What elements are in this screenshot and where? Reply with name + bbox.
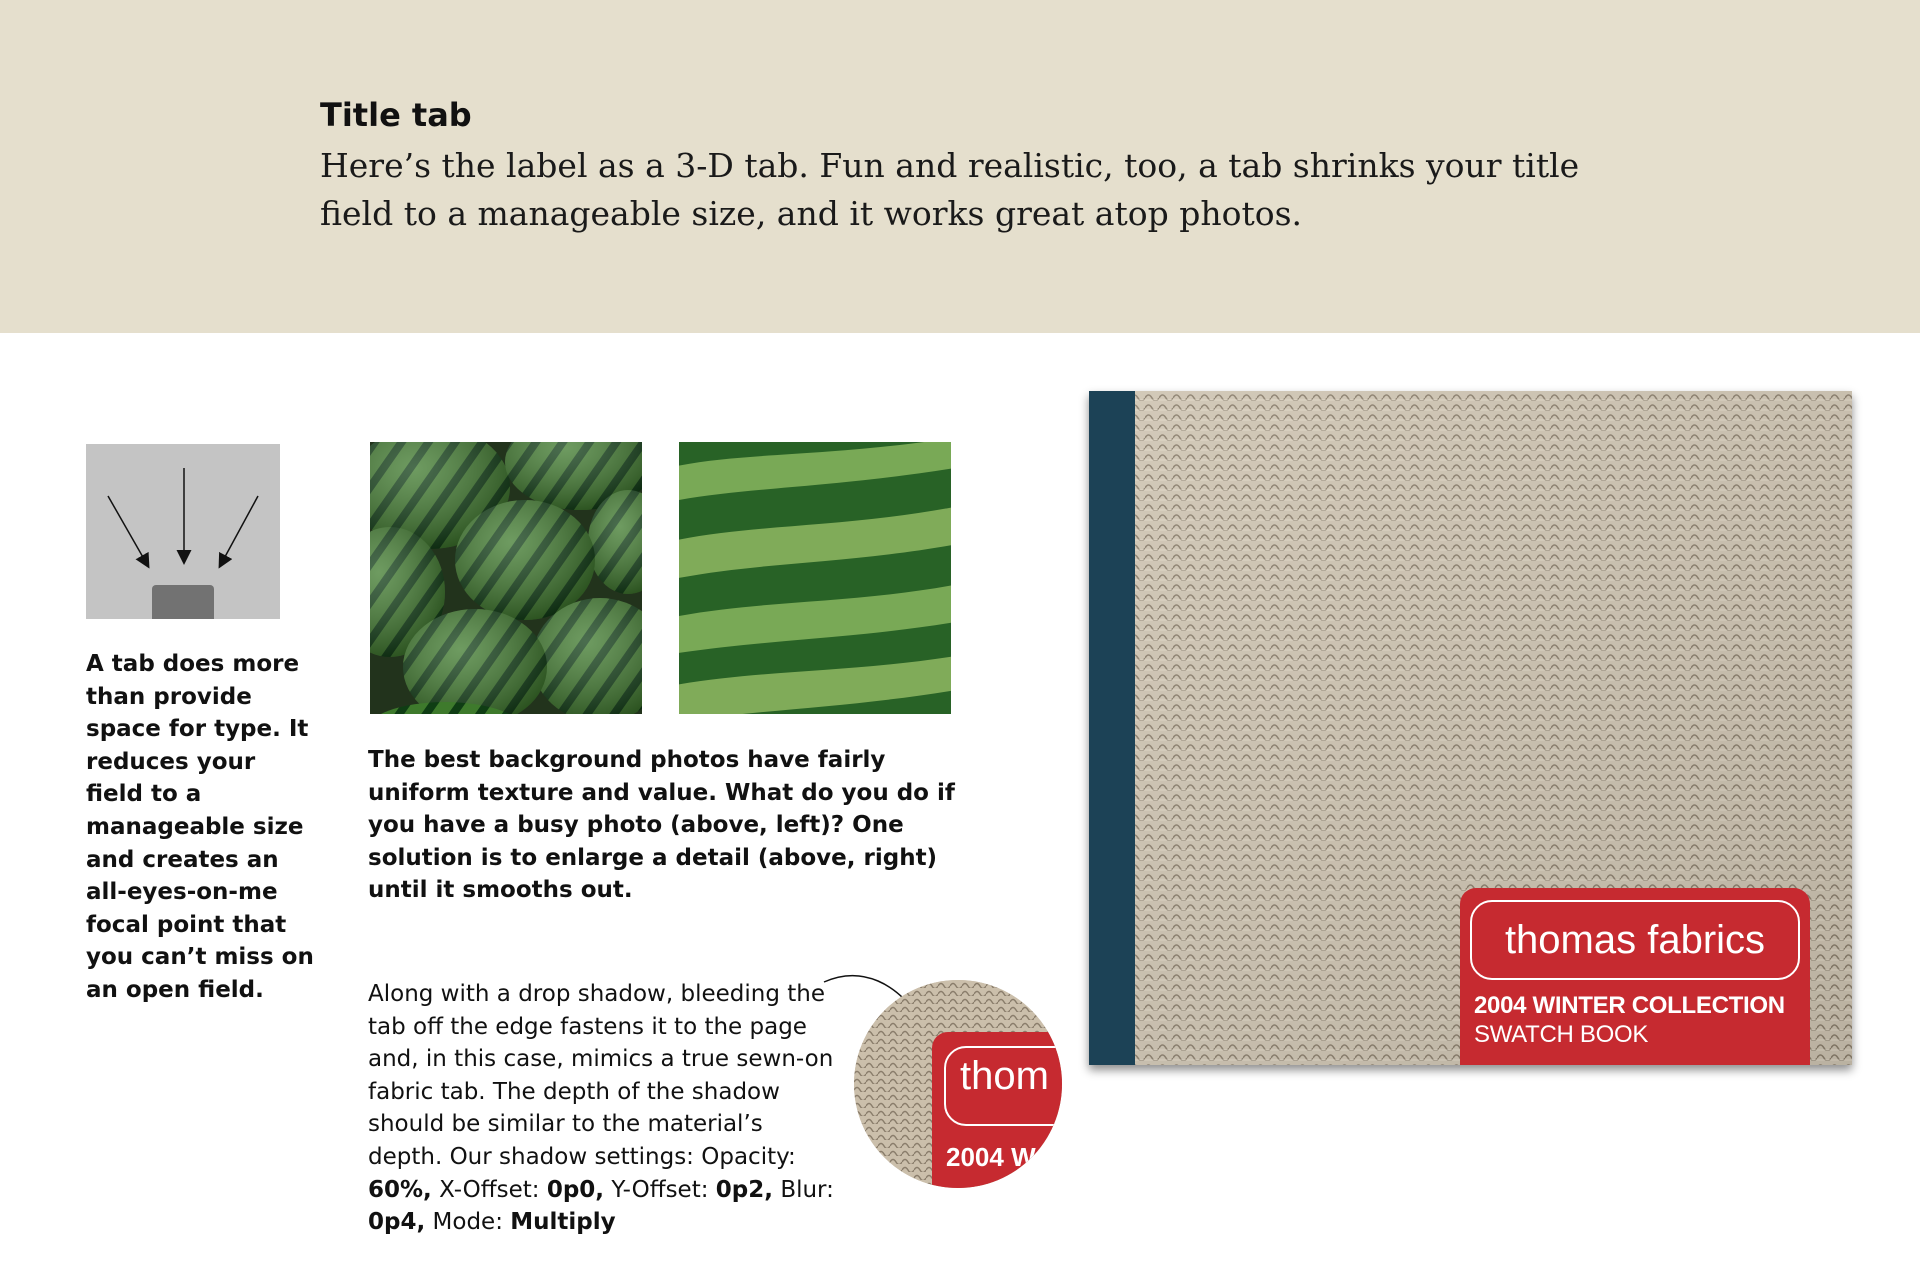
- blur-value: 0p4,: [368, 1209, 426, 1236]
- shadow-settings-note: [368, 978, 838, 1239]
- zoom-collection-text: 2004 W: [946, 1142, 1036, 1172]
- opacity-value: 60%,: [368, 1176, 432, 1203]
- watermelons-busy-photo: [370, 442, 642, 714]
- y-offset-value: 0p2,: [715, 1176, 773, 1203]
- mode-label: Mode:: [432, 1209, 511, 1236]
- x-offset-value: 0p0,: [546, 1176, 605, 1203]
- blur-label: Blur:: [780, 1176, 834, 1203]
- y-offset-label: Y-Offset:: [611, 1176, 716, 1203]
- brand-pill: [1470, 900, 1800, 980]
- photo-caption: The best background photos have fairly uniform texture and value. What do you do if you have a busy photo (above, left)? One solution is to enlarge a detail (above, right) until it smooths out.: [368, 747, 955, 904]
- header-banner: [0, 0, 1920, 333]
- zoom-detail-circle: [854, 980, 1062, 1188]
- zoom-label-tab: [932, 1032, 1062, 1188]
- left-caption: A tab does more than provide space for type. It reduces your field to a manageable size and creates an all-eyes-on-me focal point that you can’t miss on an open field.: [86, 651, 314, 1003]
- section-title: Title tab: [320, 96, 472, 134]
- zoom-brand-text: thom: [960, 1054, 1049, 1098]
- swatch-book-cover: [1089, 391, 1852, 1065]
- brand-name: thomas fabrics: [1504, 918, 1766, 962]
- collection-title: 2004 WINTER COLLECTION: [1474, 992, 1785, 1019]
- diagram-tab-shape: [152, 585, 214, 619]
- tab-focal-diagram: [86, 444, 280, 619]
- collection-subtitle: SWATCH BOOK: [1474, 1021, 1649, 1048]
- shadow-note-intro: Along with a drop shadow, bleeding the tab off the edge fastens it to the page and, in this case, mimics a true sewn-on fabric tab. The depth of the shadow should be similar to the material’s depth. Our shadow settings:: [368, 981, 834, 1170]
- watermelon-detail-photo: [679, 442, 951, 714]
- section-intro: Here’s the label as a 3-D tab. Fun and realistic, too, a tab shrinks your title field to a manageable size, and it works great atop photos.: [320, 146, 1580, 233]
- opacity-label: Opacity:: [701, 1143, 796, 1170]
- title-tab: [1460, 888, 1810, 1065]
- x-offset-label: X-Offset:: [439, 1176, 547, 1203]
- swatch-spine: [1089, 391, 1135, 1065]
- mode-value: Multiply: [510, 1209, 616, 1236]
